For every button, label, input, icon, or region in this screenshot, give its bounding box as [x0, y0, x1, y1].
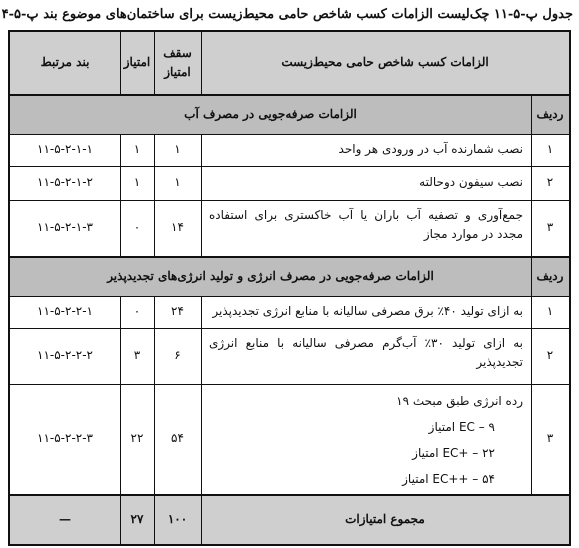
row-max-score: ۱ [174, 142, 181, 157]
row-max-score: ۲۴ [171, 304, 184, 319]
divider [120, 296, 121, 496]
energy-class-ec-plus-plus [209, 466, 523, 492]
ec-plus-plus-line: EC++ – ۵۴ امتیاز [402, 472, 495, 486]
divider [10, 200, 569, 201]
row-requirement: به ازای تولید ۴۰٪ برق مصرفی سالیانه با منابع انرژی تجدیدپذیر [212, 304, 523, 319]
divider [201, 496, 202, 544]
ec-line: EC – ۹ امتیاز [428, 420, 495, 434]
footer-score-total: ۲۷ [120, 496, 154, 544]
row-number: ۳ [546, 431, 554, 446]
row-score: ۲۲ [130, 431, 144, 446]
row-requirement-energy-class [201, 384, 531, 494]
footer-clause: — [10, 496, 120, 544]
row-requirement: جمع‌آوری و تصفیه آب باران یا آب خاکستری برای استفاده مجدد در موارد مجاز [209, 208, 523, 242]
divider [120, 134, 121, 258]
divider [120, 496, 121, 544]
energy-class-ec [209, 414, 523, 440]
header-max-score: سقف امتیاز [154, 32, 201, 94]
divider [10, 296, 569, 297]
divider [120, 32, 121, 96]
row-number: ۳ [546, 220, 554, 235]
row-max-score: ۶ [174, 348, 181, 363]
row-requirement: نصب شمارنده آب در ورودی هر واحد [338, 142, 523, 157]
divider [154, 496, 155, 544]
row-clause: ۱۱-۵-۲-۱-۲ [37, 175, 93, 190]
row-clause: ۱۱-۵-۲-۲-۳ [37, 431, 93, 446]
divider [10, 166, 569, 167]
row-max-score: ۱ [174, 175, 181, 190]
energy-class-ec-plus [209, 440, 523, 466]
divider [10, 256, 569, 258]
row-score: ۳ [133, 348, 141, 363]
row-score: ۱ [133, 142, 141, 157]
row-requirement: به ازای تولید ۳۰٪ آب‌گرم مصرفی سالیانه با منابع انرژی تجدیدپذیر [209, 336, 523, 370]
divider [154, 32, 155, 96]
header-score: امتیاز [120, 32, 154, 94]
ec-plus-line: EC+ – ۲۲ امتیاز [412, 446, 495, 460]
divider [201, 134, 202, 258]
section-water-row-label: ردیف [531, 96, 569, 134]
footer-max-total: ۱۰۰ [154, 496, 201, 544]
divider [154, 134, 155, 258]
divider [154, 296, 155, 496]
section-energy-row-label: ردیف [531, 258, 569, 296]
row-clause: ۱۱-۵-۲-۲-۱ [37, 304, 93, 319]
row-number: ۲ [546, 348, 554, 363]
header-requirements: الزامات کسب شاخص حامی محیط‌زیست [201, 32, 569, 94]
divider [10, 328, 569, 329]
divider [201, 32, 202, 96]
divider [201, 296, 202, 496]
row-requirement: نصب سیفون دوحالته [419, 175, 523, 190]
divider [10, 494, 569, 496]
row-max-score: ۱۴ [171, 220, 184, 235]
row-score: ۰ [133, 220, 141, 235]
divider [10, 94, 569, 96]
row-number: ۲ [546, 175, 554, 190]
footer-total-label: مجموع امتیازات [201, 496, 569, 544]
row-clause: ۱۱-۵-۲-۱-۳ [37, 220, 93, 235]
row-clause: ۱۱-۵-۲-۲-۲ [37, 348, 93, 363]
table-title: جدول پ-۵-۱۱ چک‌لیست الزامات کسب شاخص حامی محیط‌زیست برای ساختمان‌های موضوع بند پ-۵-۴ [1, 7, 573, 22]
divider [531, 96, 532, 494]
row-clause: ۱۱-۵-۲-۱-۱ [37, 142, 93, 157]
checklist-table [8, 30, 571, 546]
divider [10, 384, 569, 385]
row-number: ۱ [546, 304, 554, 319]
section-energy-title: الزامات صرفه‌جویی در مصرف انرژی و تولید انرژی‌های تجدیدپذیر [10, 258, 531, 296]
energy-class-heading: رده انرژی طبق مبحث ۱۹ [396, 394, 523, 408]
divider [10, 134, 569, 135]
row-max-score: ۵۴ [171, 431, 184, 446]
row-score: ۱ [133, 175, 141, 190]
row-number: ۱ [546, 142, 554, 157]
row-score: ۰ [133, 304, 141, 319]
header-related-clause: بند مرتبط [10, 32, 120, 94]
section-water-title: الزامات صرفه‌جویی در مصرف آب [10, 96, 531, 134]
